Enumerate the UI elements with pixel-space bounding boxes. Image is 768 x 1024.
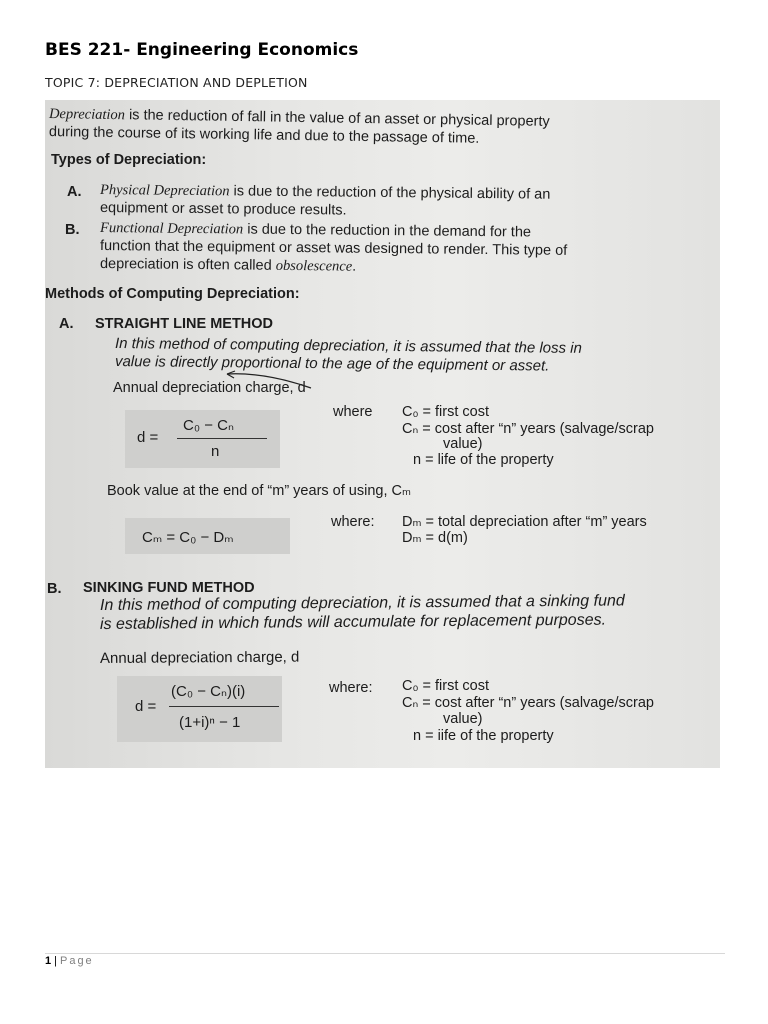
definition-text: is the reduction of fall in the value of an asset or physical property xyxy=(124,107,550,130)
type-a-text: is due to the reduction of the physical ability of an xyxy=(229,183,551,203)
sf-where-label: where: xyxy=(329,680,373,696)
type-b-line-3-end: . xyxy=(352,258,357,275)
sf-formula-lhs: d = xyxy=(135,698,157,715)
sl-def-cn-cont: value) xyxy=(443,436,483,452)
type-b-marker: B. xyxy=(65,222,80,238)
obsolescence-term: obsolescence xyxy=(275,257,353,275)
sf-fraction-bar xyxy=(169,706,279,707)
footer-separator: | xyxy=(54,955,57,967)
sl-formula-numerator: C₀ − Cₙ xyxy=(183,417,234,434)
sf-def-cn: Cₙ = cost after “n” years (salvage/scrap xyxy=(402,695,654,711)
page-label: Page xyxy=(59,955,94,967)
sl-def-n: n = life of the property xyxy=(413,452,554,468)
method-b-desc-2: is established in which funds will accumulate for replacement purposes. xyxy=(99,611,607,633)
sf-def-c0: C₀ = first cost xyxy=(402,678,489,694)
bv-where-label: where: xyxy=(331,514,375,530)
sl-def-cn: Cₙ = cost after “n” years (salvage/scrap xyxy=(402,421,654,437)
type-b-line-2: function that the equipment or asset was designed to render. This type of xyxy=(99,238,568,259)
method-a-marker: A. xyxy=(59,316,74,332)
types-heading: Types of Depreciation: xyxy=(51,152,207,168)
sf-def-cn-cont: value) xyxy=(443,711,483,727)
method-a-title: STRAIGHT LINE METHOD xyxy=(95,316,274,332)
methods-heading: Methods of Computing Depreciation: xyxy=(45,286,300,302)
type-a-term: Physical Depreciation xyxy=(99,182,230,200)
type-a-line-2: equipment or asset to produce results. xyxy=(99,200,347,219)
scanned-page-image xyxy=(45,100,720,768)
type-a-marker: A. xyxy=(67,184,82,200)
sf-formula-denominator: (1+i)ⁿ − 1 xyxy=(179,714,241,731)
book-value-formula-box xyxy=(125,518,290,554)
type-b-term: Functional Depreciation xyxy=(99,220,244,238)
type-b-line-3 xyxy=(100,256,356,276)
annual-charge-label-a: Annual depreciation charge, d xyxy=(113,380,306,396)
sl-formula-lhs: d = xyxy=(137,429,159,446)
sl-fraction-bar xyxy=(177,438,267,439)
type-b-line-3-text: depreciation is often called xyxy=(99,256,276,274)
sl-def-c0: C₀ = first cost xyxy=(402,404,489,420)
definition-line-2: during the course of its working life and due to the passage of time. xyxy=(48,124,480,147)
page-number: 1 xyxy=(45,955,52,967)
footer-divider xyxy=(45,953,725,954)
sl-where-label: where xyxy=(333,404,373,420)
topic-heading: TOPIC 7: DEPRECIATION AND DEPLETION xyxy=(45,75,308,90)
method-b-title: SINKING FUND METHOD xyxy=(83,580,255,596)
course-title: BES 221- Engineering Economics xyxy=(45,40,359,60)
page-footer xyxy=(45,955,94,967)
bv-def-dm-total: Dₘ = total depreciation after “m” years xyxy=(402,514,647,530)
method-b-marker: B. xyxy=(47,581,62,597)
sf-formula-numerator: (C₀ − Cₙ)(i) xyxy=(171,683,246,700)
method-a-desc-1: In this method of computing depreciation, it is assumed that the loss in xyxy=(114,335,582,357)
bv-formula: Cₘ = C₀ − Dₘ xyxy=(142,529,234,546)
sinking-fund-formula-box xyxy=(117,676,282,742)
book-value-label: Book value at the end of “m” years of using, Cₘ xyxy=(107,483,412,499)
straight-line-formula-box xyxy=(125,410,280,468)
sl-formula-denominator: n xyxy=(211,443,220,460)
method-b-desc-1: In this method of computing depreciation, it is assumed that a sinking fund xyxy=(99,592,625,614)
method-a-desc-2: value is directly proportional to the age of the equipment or asset. xyxy=(114,353,550,375)
sf-def-n: n = iife of the property xyxy=(413,728,554,744)
definition-term: Depreciation xyxy=(48,106,126,124)
type-b-text: is due to the reduction in the demand for the xyxy=(243,221,532,241)
annual-charge-label-b: Annual depreciation charge, d xyxy=(99,648,300,667)
handwritten-arrow-mark xyxy=(225,368,315,392)
bv-def-dm-formula: Dₘ = d(m) xyxy=(402,530,468,546)
